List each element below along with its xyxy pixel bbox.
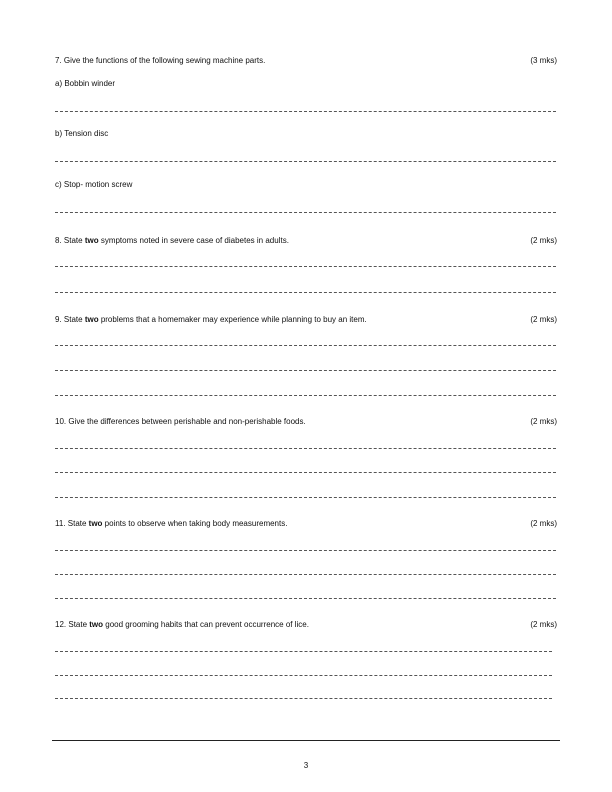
answer-line[interactable]: [55, 370, 556, 371]
question-text-post: points to observe when taking body measurements.: [102, 519, 288, 528]
answer-line[interactable]: [55, 212, 556, 213]
question-8-marks: (2 mks): [530, 236, 557, 245]
answer-line[interactable]: [55, 550, 556, 551]
question-7b-label: b) Tension disc: [55, 129, 109, 138]
answer-line[interactable]: [55, 292, 556, 293]
question-9-marks: (2 mks): [530, 315, 557, 324]
question-number: 9.: [55, 315, 62, 324]
question-12-text: [55, 620, 309, 630]
question-text-pre: State: [63, 315, 85, 324]
question-text-pre: State: [68, 620, 90, 629]
answer-line[interactable]: [55, 651, 552, 652]
answer-line[interactable]: [55, 395, 556, 396]
question-number: 10.: [55, 417, 67, 426]
question-11-text: [55, 519, 287, 529]
page-number: 3: [303, 761, 309, 770]
answer-line[interactable]: [55, 574, 556, 575]
question-11-marks: (2 mks): [530, 519, 557, 528]
question-number: 11.: [55, 519, 66, 528]
answer-line[interactable]: [55, 472, 556, 473]
answer-line[interactable]: [55, 161, 556, 162]
answer-line[interactable]: [55, 598, 556, 599]
question-text-post: problems that a homemaker may experience while planning to buy an item.: [98, 315, 367, 324]
question-text-pre: State: [67, 519, 89, 528]
question-emphasis: two: [88, 519, 103, 528]
question-number: 7.: [55, 56, 62, 65]
question-text-pre: State: [63, 236, 85, 245]
question-text: Give the differences between perishable and non-perishable foods.: [68, 417, 306, 426]
question-number: 12.: [55, 620, 67, 629]
question-emphasis: two: [89, 620, 104, 629]
question-emphasis: two: [84, 236, 99, 245]
question-10-text: [55, 417, 306, 427]
question-7-text: [55, 56, 265, 66]
answer-line[interactable]: [55, 448, 556, 449]
question-8-text: [55, 236, 289, 246]
answer-line[interactable]: [55, 266, 556, 267]
answer-line[interactable]: [55, 497, 556, 498]
answer-line[interactable]: [55, 675, 552, 676]
question-text-post: symptoms noted in severe case of diabetes in adults.: [98, 236, 289, 245]
question-number: 8.: [55, 236, 62, 245]
footer-rule: [52, 740, 560, 741]
question-7a-label: a) Bobbin winder: [55, 79, 116, 88]
question-text-post: good grooming habits that can prevent occurrence of lice.: [103, 620, 309, 629]
question-7-marks: (3 mks): [530, 56, 557, 65]
answer-line[interactable]: [55, 345, 556, 346]
question-10-marks: (2 mks): [530, 417, 557, 426]
question-12-marks: (2 mks): [530, 620, 557, 629]
question-7c-label: c) Stop- motion screw: [55, 180, 133, 189]
answer-line[interactable]: [55, 698, 552, 699]
question-emphasis: two: [84, 315, 99, 324]
question-9-text: [55, 315, 367, 325]
answer-line[interactable]: [55, 111, 556, 112]
question-text: Give the functions of the following sewing machine parts.: [63, 56, 266, 65]
